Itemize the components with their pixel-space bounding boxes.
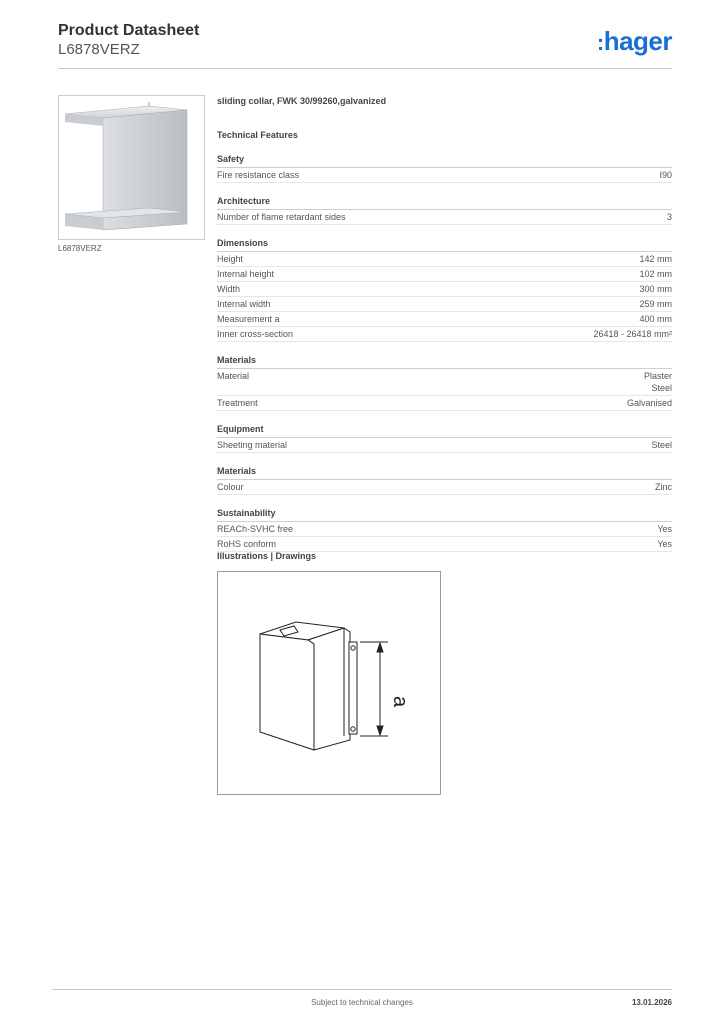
logo-text: hager [603, 26, 672, 56]
group-equipment [217, 423, 672, 453]
spec-value-line: Steel [651, 383, 672, 393]
spec-label: Fire resistance class [217, 170, 300, 180]
spec-value: 300 mm [639, 284, 672, 294]
logo-prefix: : [596, 30, 604, 55]
group-title: Materials [217, 354, 672, 369]
product-photo [58, 95, 205, 240]
spec-row [217, 252, 672, 267]
hager-logo [597, 26, 672, 57]
spec-value: 102 mm [639, 269, 672, 279]
spec-row [217, 396, 672, 411]
spec-label: Number of flame retardant sides [217, 212, 346, 222]
group-title: Equipment [217, 423, 672, 438]
technical-drawing [217, 571, 441, 795]
photo-caption: L6878VERZ [58, 244, 102, 253]
spec-label: Material [217, 371, 250, 381]
spec-value: 142 mm [639, 254, 672, 264]
spec-value: Yes [657, 524, 672, 534]
spec-value: Steel [651, 440, 672, 450]
spec-value: Galvanised [626, 398, 672, 408]
product-details [217, 95, 672, 552]
dimension-label: a [389, 696, 411, 708]
group-title: Safety [217, 153, 672, 168]
spec-label: Internal width [217, 299, 271, 309]
spec-row [217, 522, 672, 537]
group-dimensions [217, 237, 672, 342]
technical-features-title: Technical Features [217, 130, 298, 140]
group-title: Architecture [217, 195, 672, 210]
spec-row [217, 312, 672, 327]
spec-row [217, 282, 672, 297]
spec-value: 3 [666, 212, 672, 222]
group-title: Materials [217, 465, 672, 480]
page-header [58, 22, 672, 68]
spec-label: RoHS conform [217, 539, 277, 549]
spec-label: Colour [217, 482, 244, 492]
spec-label: Measurement a [217, 314, 280, 324]
spec-row [217, 369, 672, 396]
spec-value: I90 [659, 170, 672, 180]
group-title: Dimensions [217, 237, 672, 252]
spec-value: 26418 - 26418 mm² [593, 329, 672, 339]
footer-divider [52, 989, 672, 990]
spec-value-line: Plaster [643, 371, 672, 381]
spec-row [217, 297, 672, 312]
header-divider [58, 68, 672, 69]
spec-row [217, 537, 672, 552]
spec-value: Zinc [654, 482, 672, 492]
group-materials [217, 354, 672, 411]
group-title: Sustainability [217, 507, 672, 522]
footer-date: 13.01.2026 [631, 998, 672, 1007]
spec-label: Sheeting material [217, 440, 288, 450]
group-sustainability [217, 507, 672, 552]
product-code: L6878VERZ [58, 41, 140, 58]
spec-row [217, 168, 672, 183]
illustrations-title: Illustrations | Drawings [217, 551, 317, 561]
spec-label: REACh-SVHC free [217, 524, 294, 534]
spec-label: Inner cross-section [217, 329, 294, 339]
spec-label: Treatment [217, 398, 258, 408]
footer-note: Subject to technical changes [311, 998, 413, 1007]
product-description: sliding collar, FWK 30/99260,galvanized [217, 96, 387, 106]
spec-label: Height [217, 254, 244, 264]
spec-value [644, 370, 672, 394]
group-architecture [217, 195, 672, 225]
product-photo-image [59, 96, 204, 239]
spec-row [217, 267, 672, 282]
technical-drawing-image [218, 572, 440, 794]
spec-row [217, 210, 672, 225]
spec-row [217, 327, 672, 342]
spec-value: 259 mm [639, 299, 672, 309]
spec-row [217, 480, 672, 495]
document-title: Product Datasheet [58, 22, 200, 39]
spec-value: 400 mm [639, 314, 672, 324]
group-safety [217, 153, 672, 183]
spec-row [217, 438, 672, 453]
spec-label: Internal height [217, 269, 275, 279]
spec-value: Yes [657, 539, 672, 549]
group-materials-colour [217, 465, 672, 495]
spec-label: Width [217, 284, 241, 294]
